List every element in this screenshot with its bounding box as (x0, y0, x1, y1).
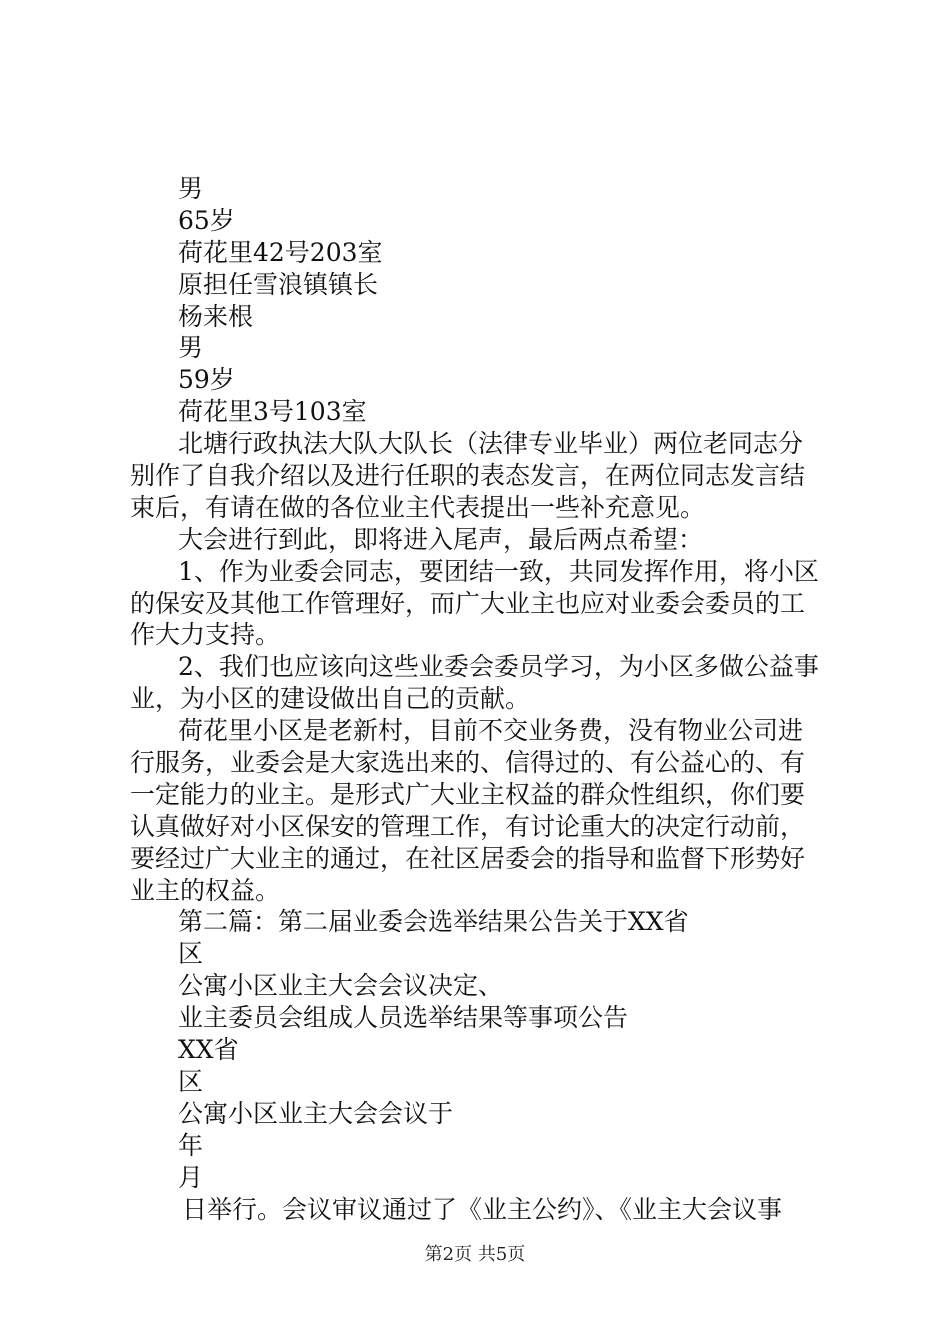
text-line: 公寓小区业主大会会议于 (178, 1098, 454, 1128)
paragraph (130, 715, 838, 906)
paragraph-line: 的保安及其他工作管理好，而广大业主也应对业委会委员的工 (130, 588, 806, 618)
text-line: 月 (178, 1162, 204, 1192)
text-line: 男 (178, 333, 204, 363)
section-heading: 第二篇：第二届业委会选举结果公告关于XX省 (178, 907, 689, 937)
text-line: 日举行。会议审议通过了《业主公约》、《业主大会议事 (182, 1194, 783, 1224)
document-body (130, 173, 838, 1225)
paragraph-line: 一定能力的业主。是形式广大业主权益的群众性组织，你们要 (130, 779, 806, 809)
paragraph (130, 651, 838, 715)
text-line: 年 (178, 1130, 204, 1160)
text-line: XX省 (178, 1035, 239, 1065)
paragraph-line: 荷花里小区是老新村，目前不交业务费，没有物业公司进 (178, 716, 804, 746)
page-footer: 第2页 共5页 (424, 1244, 526, 1265)
paragraph-line: 要经过广大业主的通过，在社区居委会的指导和监督下形势好 (130, 843, 806, 873)
paragraph-line: 别作了自我介绍以及进行任职的表态发言，在两位同志发言结 (130, 461, 806, 491)
paragraph (130, 556, 838, 652)
text-line: 荷花里3号103室 (178, 397, 367, 427)
paragraph-line: 业，为小区的建设做出自己的贡献。 (130, 684, 531, 714)
paragraph (130, 428, 838, 524)
text-line: 区 (178, 1066, 204, 1096)
text-line: 男 (178, 174, 204, 203)
paragraph-line: 2、我们也应该向这些业委会委员学习，为小区多做公益事 (178, 652, 819, 682)
text-line: 荷花里42号203室 (178, 237, 383, 267)
paragraph-line: 业主的权益。 (130, 875, 281, 905)
text-line: 65岁 (178, 205, 235, 235)
text-line: 原担任雪浪镇镇长 (178, 269, 379, 299)
paragraph-line: 大会进行到此，即将进入尾声，最后两点希望： (178, 524, 704, 554)
paragraph-line: 认真做好对小区保安的管理工作，有讨论重大的决定行动前， (130, 811, 806, 841)
paragraph (178, 524, 838, 556)
text-line: 区 (178, 939, 204, 969)
paragraph-line: 束后，有请在做的各位业主代表提出一些补充意见。 (130, 492, 706, 522)
text-line: 59岁 (178, 365, 235, 395)
text-line: 杨来根 (178, 301, 254, 331)
text-line: 业主委员会组成人员选举结果等事项公告 (178, 1003, 629, 1033)
text-line: 公寓小区业主大会会议决定、 (178, 971, 504, 1001)
paragraph-line: 行服务，业委会是大家选出来的、信得过的、有公益心的、有 (130, 748, 806, 778)
paragraph-line: 作大力支持。 (130, 620, 281, 650)
paragraph-line: 北塘行政执法大队大队长（法律专业毕业）两位老同志分 (178, 429, 804, 459)
paragraph-line: 1、作为业委会同志，要团结一致，共同发挥作用，将小区 (178, 556, 819, 586)
